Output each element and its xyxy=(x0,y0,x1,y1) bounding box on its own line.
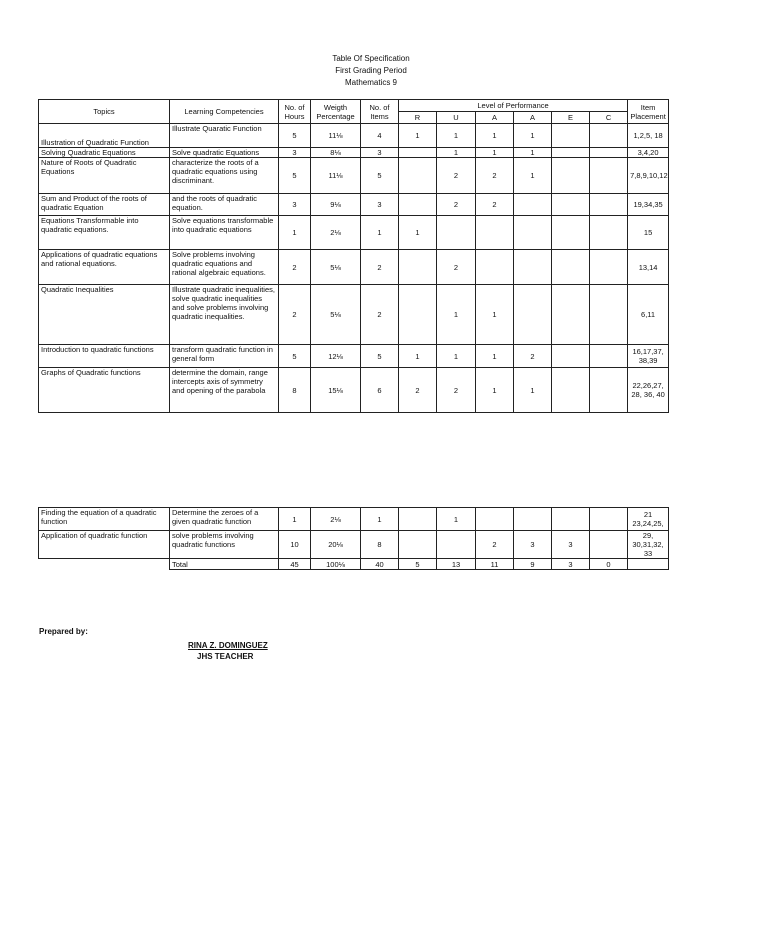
level-cell: 1 xyxy=(399,124,437,148)
competency-cell: determine the domain, range intercepts axis of symmetry and opening of the parabola xyxy=(170,368,279,413)
level-cell xyxy=(552,285,590,345)
weight-cell: 9⅛ xyxy=(311,194,361,216)
hours-cell: 1 xyxy=(279,508,311,531)
level-header: E xyxy=(552,112,590,124)
header-placement: Item Placement xyxy=(628,100,669,124)
total-level: 5 xyxy=(399,559,437,570)
level-header: U xyxy=(437,112,476,124)
level-cell xyxy=(590,124,628,148)
level-cell: 1 xyxy=(476,285,514,345)
items-cell: 8 xyxy=(361,531,399,559)
level-cell: 1 xyxy=(476,148,514,158)
weight-cell: 15⅛ xyxy=(311,368,361,413)
total-row xyxy=(39,559,669,570)
level-cell: 1 xyxy=(399,345,437,368)
level-cell: 1 xyxy=(514,148,552,158)
weight-cell: 5⅛ xyxy=(311,285,361,345)
total-level: 13 xyxy=(437,559,476,570)
competency-cell: Solve quadratic Equations xyxy=(170,148,279,158)
total-level: 3 xyxy=(552,559,590,570)
weight-cell: 8⅛ xyxy=(311,148,361,158)
level-cell xyxy=(399,158,437,194)
level-cell xyxy=(399,531,437,559)
competency-cell: Illustrate Quaratic Function xyxy=(170,124,279,148)
level-cell xyxy=(590,194,628,216)
level-cell: 1 xyxy=(514,368,552,413)
placement-cell: 3,4,20 xyxy=(628,148,669,158)
level-cell: 1 xyxy=(437,148,476,158)
level-cell xyxy=(399,285,437,345)
prepared-by-label: Prepared by: xyxy=(39,627,88,636)
items-cell: 6 xyxy=(361,368,399,413)
preparer-name: RINA Z. DOMINGUEZ xyxy=(188,641,268,650)
hours-cell: 5 xyxy=(279,158,311,194)
hours-cell: 5 xyxy=(279,124,311,148)
total-level: 9 xyxy=(514,559,552,570)
level-cell xyxy=(552,124,590,148)
hours-cell: 2 xyxy=(279,250,311,285)
header-hours: No. of Hours xyxy=(279,100,311,124)
table-row xyxy=(39,531,669,559)
level-cell: 3 xyxy=(514,531,552,559)
preparer-position: JHS TEACHER xyxy=(197,652,254,661)
level-cell: 1 xyxy=(437,508,476,531)
items-cell: 2 xyxy=(361,250,399,285)
level-cell xyxy=(552,345,590,368)
table-row xyxy=(39,216,669,250)
level-cell xyxy=(590,216,628,250)
level-cell: 3 xyxy=(552,531,590,559)
level-cell xyxy=(476,216,514,250)
table-row xyxy=(39,508,669,531)
level-cell: 1 xyxy=(514,158,552,194)
level-cell: 2 xyxy=(437,194,476,216)
topic-cell: Equations Transformable into quadratic equations. xyxy=(39,216,170,250)
level-cell xyxy=(590,250,628,285)
level-cell xyxy=(590,158,628,194)
doc-subject: Mathematics 9 xyxy=(344,78,398,87)
items-cell: 1 xyxy=(361,508,399,531)
header-competencies: Learning Competencies xyxy=(170,100,279,124)
weight-cell: 20⅛ xyxy=(311,531,361,559)
items-cell: 3 xyxy=(361,194,399,216)
competency-cell: Solve problems involving quadratic equations and rational algebraic equations. xyxy=(170,250,279,285)
total-hours: 45 xyxy=(279,559,311,570)
total-items: 40 xyxy=(361,559,399,570)
level-cell: 1 xyxy=(476,124,514,148)
items-cell: 4 xyxy=(361,124,399,148)
hours-cell: 10 xyxy=(279,531,311,559)
level-cell xyxy=(399,508,437,531)
level-cell: 2 xyxy=(514,345,552,368)
placement-cell: 21 23,24,25, xyxy=(628,508,669,531)
hours-cell: 2 xyxy=(279,285,311,345)
placement-cell: 15 xyxy=(628,216,669,250)
level-cell: 1 xyxy=(399,216,437,250)
doc-subtitle: First Grading Period xyxy=(335,66,407,75)
total-placement xyxy=(628,559,669,570)
placement-cell: 16,17,37, 38,39 xyxy=(628,345,669,368)
weight-cell: 2⅛ xyxy=(311,508,361,531)
level-cell: 2 xyxy=(476,194,514,216)
level-cell: 1 xyxy=(437,285,476,345)
level-cell xyxy=(590,368,628,413)
level-cell: 2 xyxy=(437,158,476,194)
placement-cell: 1,2,5, 18 xyxy=(628,124,669,148)
hours-cell: 3 xyxy=(279,194,311,216)
level-cell xyxy=(399,194,437,216)
level-cell xyxy=(552,194,590,216)
topic-cell: Finding the equation of a quadratic function xyxy=(39,508,170,531)
level-header: A xyxy=(476,112,514,124)
level-header: R xyxy=(399,112,437,124)
header-level: Level of Performance xyxy=(399,100,628,112)
level-cell xyxy=(552,508,590,531)
topic-cell: Sum and Product of the roots of quadratic Equation xyxy=(39,194,170,216)
level-cell xyxy=(476,250,514,285)
total-label: Total xyxy=(170,559,279,570)
placement-cell: 13,14 xyxy=(628,250,669,285)
items-cell: 2 xyxy=(361,285,399,345)
level-cell xyxy=(399,250,437,285)
level-cell xyxy=(590,531,628,559)
items-cell: 1 xyxy=(361,216,399,250)
placement-cell: 22,26,27, 28, 36, 40 xyxy=(628,368,669,413)
table-row xyxy=(39,345,669,368)
competency-cell: Determine the zeroes of a given quadratic function xyxy=(170,508,279,531)
competency-cell: Illustrate quadratic inequalities, solve quadratic inequalities and solve problems involving quadratic inequalities. xyxy=(170,285,279,345)
level-cell xyxy=(590,345,628,368)
topic-cell: Applications of quadratic equations and rational equations. xyxy=(39,250,170,285)
total-weight: 100⅛ xyxy=(311,559,361,570)
topic-cell: Nature of Roots of Quadratic Equations xyxy=(39,158,170,194)
table-row xyxy=(39,148,669,158)
level-header: A xyxy=(514,112,552,124)
weight-cell: 11⅛ xyxy=(311,158,361,194)
level-cell xyxy=(590,508,628,531)
level-cell: 1 xyxy=(437,345,476,368)
hours-cell: 5 xyxy=(279,345,311,368)
weight-cell: 5⅛ xyxy=(311,250,361,285)
competency-cell: characterize the roots of a quadratic equations using discriminant. xyxy=(170,158,279,194)
topic-cell: Graphs of Quadratic functions xyxy=(39,368,170,413)
hours-cell: 8 xyxy=(279,368,311,413)
table-row xyxy=(39,368,669,413)
level-cell: 1 xyxy=(437,124,476,148)
total-level: 0 xyxy=(590,559,628,570)
topic-cell: Illustration of Quadratic Function xyxy=(39,124,170,148)
placement-cell: 6,11 xyxy=(628,285,669,345)
level-cell: 2 xyxy=(437,368,476,413)
level-cell: 2 xyxy=(437,250,476,285)
topic-cell: Application of quadratic function xyxy=(39,531,170,559)
competency-cell: solve problems involving quadratic functions xyxy=(170,531,279,559)
level-cell: 1 xyxy=(476,368,514,413)
level-cell xyxy=(552,368,590,413)
level-cell: 2 xyxy=(476,158,514,194)
level-cell xyxy=(476,508,514,531)
level-cell: 2 xyxy=(476,531,514,559)
specification-table xyxy=(38,99,669,413)
items-cell: 5 xyxy=(361,158,399,194)
doc-title: Table Of Specification xyxy=(332,54,410,63)
topic-cell: Introduction to quadratic functions xyxy=(39,345,170,368)
topic-cell: Solving Quadratic Equations xyxy=(39,148,170,158)
topic-cell: Quadratic Inequalities xyxy=(39,285,170,345)
hours-cell: 1 xyxy=(279,216,311,250)
level-cell xyxy=(552,216,590,250)
table-row xyxy=(39,285,669,345)
placement-cell: 7,8,9,10,12 xyxy=(628,158,669,194)
header-items: No. of Items xyxy=(361,100,399,124)
level-header: C xyxy=(590,112,628,124)
weight-cell: 11⅛ xyxy=(311,124,361,148)
items-cell: 5 xyxy=(361,345,399,368)
table-row xyxy=(39,124,669,148)
competency-cell: transform quadratic function in general form xyxy=(170,345,279,368)
level-cell xyxy=(590,285,628,345)
total-level: 11 xyxy=(476,559,514,570)
specification-table-continued xyxy=(38,507,669,570)
level-cell: 1 xyxy=(476,345,514,368)
level-cell: 1 xyxy=(514,124,552,148)
level-cell xyxy=(514,285,552,345)
hours-cell: 3 xyxy=(279,148,311,158)
header-topics: Topics xyxy=(39,100,170,124)
table-row xyxy=(39,158,669,194)
level-cell xyxy=(514,250,552,285)
level-cell xyxy=(552,158,590,194)
blank-cell xyxy=(39,559,170,570)
level-cell xyxy=(437,216,476,250)
placement-cell: 29, 30,31,32, 33 xyxy=(628,531,669,559)
weight-cell: 12⅛ xyxy=(311,345,361,368)
header-weight: Weigth Percentage xyxy=(311,100,361,124)
level-cell xyxy=(552,250,590,285)
level-cell xyxy=(552,148,590,158)
level-cell xyxy=(590,148,628,158)
table-row xyxy=(39,194,669,216)
level-cell xyxy=(514,194,552,216)
weight-cell: 2⅛ xyxy=(311,216,361,250)
table-row xyxy=(39,250,669,285)
placement-cell: 19,34,35 xyxy=(628,194,669,216)
level-cell xyxy=(514,216,552,250)
items-cell: 3 xyxy=(361,148,399,158)
competency-cell: and the roots of quadratic equation. xyxy=(170,194,279,216)
level-cell xyxy=(437,531,476,559)
level-cell xyxy=(399,148,437,158)
level-cell xyxy=(514,508,552,531)
competency-cell: Solve equations transformable into quadratic equations xyxy=(170,216,279,250)
level-cell: 2 xyxy=(399,368,437,413)
